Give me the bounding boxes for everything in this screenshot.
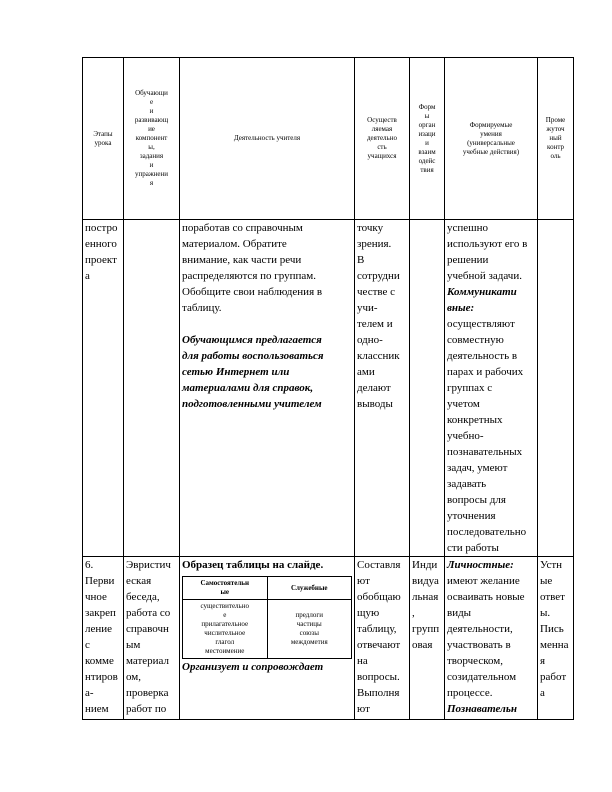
text-line: и xyxy=(425,138,429,147)
text-line: В xyxy=(357,254,365,266)
text-line: урока xyxy=(94,138,112,147)
text-line xyxy=(182,316,352,332)
text-line: вные: xyxy=(447,302,475,314)
text-line: выводы xyxy=(357,398,393,410)
parts-of-speech-table xyxy=(182,576,352,659)
text-line: а xyxy=(540,687,545,699)
text-line: групп xyxy=(412,623,440,635)
row2-components xyxy=(124,557,180,720)
text-line: телем и xyxy=(357,318,393,330)
text-line: Выполня xyxy=(357,687,400,699)
inner-head-auxiliary xyxy=(267,577,352,600)
text-line: взаим xyxy=(418,147,436,156)
text-line: ляемая xyxy=(371,125,393,133)
inner-body-auxiliary xyxy=(267,600,352,659)
text-line: успешно xyxy=(447,222,489,234)
row2-students xyxy=(355,557,410,720)
text-line: междометия xyxy=(290,638,328,646)
text-line: нием xyxy=(85,703,109,715)
text-line: Самостоятельн xyxy=(200,579,250,587)
text-line: задач, умеют xyxy=(447,462,508,474)
text-line: деятельно xyxy=(367,134,397,142)
text-line: Личностные: xyxy=(447,559,514,571)
text-line: ы xyxy=(424,111,430,120)
text-line: умения xyxy=(480,129,502,138)
text-line: Инди xyxy=(412,559,438,571)
header-teacher xyxy=(180,58,355,220)
text-line: Пись xyxy=(540,623,564,635)
text-line: работа со xyxy=(126,607,171,619)
text-line: ом, xyxy=(126,671,142,683)
inner-body-independent xyxy=(183,600,268,659)
text-line: учебные действия) xyxy=(462,147,520,156)
text-line: енного xyxy=(85,238,117,250)
text-line: осваивать новые xyxy=(447,591,525,603)
text-line: развивающ xyxy=(134,116,169,124)
text-line: материалом. Обратите xyxy=(182,238,287,250)
text-line: Деятельность учителя xyxy=(233,134,301,142)
text-line: я xyxy=(540,655,546,667)
text-line: сти работы xyxy=(447,542,499,554)
text-line: на xyxy=(357,655,368,667)
text-line: одно- xyxy=(357,334,383,346)
text-line: Проме xyxy=(545,116,566,124)
text-line: ы. xyxy=(540,607,551,619)
text-line: учи- xyxy=(357,302,378,314)
text-line: ют xyxy=(357,575,370,587)
text-line: участвовать в xyxy=(447,639,511,651)
text-line: обобщаю xyxy=(357,591,401,603)
text-line: внимание, как части речи xyxy=(182,254,302,266)
text-line: учащихся xyxy=(367,152,397,160)
table-row xyxy=(83,557,574,720)
text-line: сотрудни xyxy=(357,270,400,282)
text-line: овая xyxy=(412,639,433,651)
row2-control xyxy=(538,557,574,720)
text-line: Коммуникати xyxy=(447,286,517,298)
text-line: учебной задачи. xyxy=(447,270,522,282)
text-line: Составля xyxy=(357,559,401,571)
text-line: нтиров xyxy=(85,671,118,683)
text-line: Этапы xyxy=(93,129,113,138)
text-line: с xyxy=(85,639,90,651)
text-line: Перви xyxy=(85,575,115,587)
text-line: материал xyxy=(126,655,170,667)
row1-teacher xyxy=(180,220,355,557)
text-line: осуществляют xyxy=(447,318,515,330)
slide-sample-heading: Образец таблицы на слайде. xyxy=(182,559,324,571)
text-line: е xyxy=(223,611,227,619)
text-line: контр xyxy=(547,143,564,151)
row1-components xyxy=(124,220,180,557)
text-line: классник xyxy=(357,350,400,362)
text-line: ют xyxy=(357,703,370,715)
text-line: зрения. xyxy=(357,238,392,250)
text-line: ы, xyxy=(148,143,155,151)
text-line: закреп xyxy=(85,607,116,619)
text-line: а xyxy=(85,270,90,282)
header-components xyxy=(124,58,180,220)
text-line: предлоги xyxy=(295,611,323,619)
text-line: задания xyxy=(139,152,164,160)
text-line: подготовленными учителем xyxy=(182,398,322,410)
text-line: работ по xyxy=(126,703,167,715)
text-line: задавать xyxy=(447,478,487,490)
text-line: одейс xyxy=(418,156,436,165)
text-line: существительно xyxy=(200,602,249,610)
text-line: Формируемые xyxy=(469,120,513,129)
text-line: я xyxy=(149,179,154,187)
text-line: изаци xyxy=(418,129,436,138)
text-line: виды xyxy=(447,607,472,619)
text-line: проект xyxy=(85,254,117,266)
text-line: работ xyxy=(540,671,567,683)
text-line: Обобщите свои наблюдения в xyxy=(182,286,323,298)
teacher-organizes-text: Организует и сопровождает xyxy=(182,661,324,673)
text-line: щую xyxy=(357,607,380,619)
header-students xyxy=(355,58,410,220)
text-line: орган xyxy=(418,120,436,129)
text-line: менна xyxy=(540,639,569,651)
text-line: творческом, xyxy=(447,655,504,667)
text-line: ами xyxy=(357,366,375,378)
text-line: ые xyxy=(540,575,553,587)
text-line: Эвристич xyxy=(126,559,171,571)
text-line: учетом xyxy=(447,398,480,410)
text-line: союзы xyxy=(299,629,319,637)
text-line: материалами для справок, xyxy=(182,382,314,394)
text-line: распределяются по группам. xyxy=(182,270,316,282)
table-row xyxy=(83,220,574,557)
header-skills xyxy=(445,58,538,220)
text-line: поработав со справочным xyxy=(182,222,303,234)
header-forms xyxy=(410,58,445,220)
text-line: льная xyxy=(412,591,439,603)
text-line: и xyxy=(149,107,154,115)
header-stage xyxy=(83,58,124,220)
header-row xyxy=(83,58,574,220)
text-line: и xyxy=(149,161,154,169)
text-line: (универсальные xyxy=(467,138,515,147)
text-line: познавательных xyxy=(447,446,523,458)
text-line: компонент xyxy=(135,134,168,142)
text-line: беседа, xyxy=(126,591,160,603)
text-line: ые xyxy=(220,588,230,596)
row2-forms xyxy=(410,557,445,720)
text-line: ный xyxy=(549,134,562,142)
text-line: Познавательн xyxy=(447,703,517,715)
text-line: учебно- xyxy=(447,430,484,442)
text-line: сетью Интернет или xyxy=(182,366,290,378)
row1-skills xyxy=(445,220,538,557)
text-line: решении xyxy=(447,254,489,266)
text-line: ым xyxy=(126,639,141,651)
text-line: Обучающимся предлагается xyxy=(182,334,322,346)
text-line: сть xyxy=(377,143,387,151)
text-line: ление xyxy=(85,623,113,635)
row2-teacher xyxy=(180,557,355,720)
text-line: таблицу. xyxy=(182,302,222,314)
text-line: таблицу, xyxy=(357,623,397,635)
inner-head-independent xyxy=(183,577,268,600)
row2-skills xyxy=(445,557,538,720)
row1-forms xyxy=(410,220,445,557)
text-line: ответ xyxy=(540,591,565,603)
row1-students xyxy=(355,220,410,557)
text-line: отвечают xyxy=(357,639,401,651)
text-line: числительное xyxy=(204,629,246,637)
text-line: вопросы для xyxy=(447,494,506,506)
text-line: проверка xyxy=(126,687,169,699)
text-line: упражнени xyxy=(134,170,169,178)
text-line: совместную xyxy=(447,334,504,346)
text-line: а- xyxy=(85,687,94,699)
text-line: честве с xyxy=(357,286,396,298)
text-line: комме xyxy=(85,655,114,667)
text-line: группах с xyxy=(447,382,493,394)
header-control xyxy=(538,58,574,220)
text-line: точку xyxy=(357,222,384,234)
text-line: твия xyxy=(420,165,434,174)
text-line: постро xyxy=(85,222,118,234)
text-line: еская xyxy=(126,575,152,587)
text-line: используют его в xyxy=(447,238,528,250)
text-line: для работы воспользоваться xyxy=(182,350,324,362)
text-line: оль xyxy=(550,152,561,160)
text-line: делают xyxy=(357,382,391,394)
row1-control xyxy=(538,220,574,557)
text-line: Служебные xyxy=(290,583,328,592)
text-line: деятельность в xyxy=(447,350,518,362)
text-line: чное xyxy=(85,591,107,603)
text-line: видуа xyxy=(412,575,439,587)
text-line: созидательном xyxy=(447,671,517,683)
text-line: Обучающи xyxy=(135,89,168,97)
text-line: парах и рабочих xyxy=(447,366,524,378)
text-line: имеют желание xyxy=(447,575,520,587)
text-line: Устн xyxy=(540,559,563,571)
text-line: жуточ xyxy=(546,125,565,133)
text-line: деятельности, xyxy=(447,623,513,635)
text-line: глагол xyxy=(215,638,235,646)
text-line: Осуществ xyxy=(367,116,397,124)
row2-stage xyxy=(83,557,124,720)
text-line: Форм xyxy=(418,102,436,111)
text-line: вопросы. xyxy=(357,671,400,683)
text-line: последовательно xyxy=(447,526,527,538)
text-line: справочн xyxy=(126,623,169,635)
row1-stage xyxy=(83,220,124,557)
text-line: 6. xyxy=(85,559,94,571)
text-line: процессе. xyxy=(447,687,493,699)
text-line: е xyxy=(149,98,154,106)
text-line: уточнения xyxy=(447,510,496,522)
text-line: частицы xyxy=(296,620,322,628)
text-line: конкретных xyxy=(447,414,503,426)
text-line: , xyxy=(412,607,415,619)
lesson-plan-table xyxy=(82,57,574,720)
text-line: ие xyxy=(148,125,155,133)
text-line: прилагательное xyxy=(201,620,249,628)
text-line: местоимение xyxy=(205,647,245,655)
